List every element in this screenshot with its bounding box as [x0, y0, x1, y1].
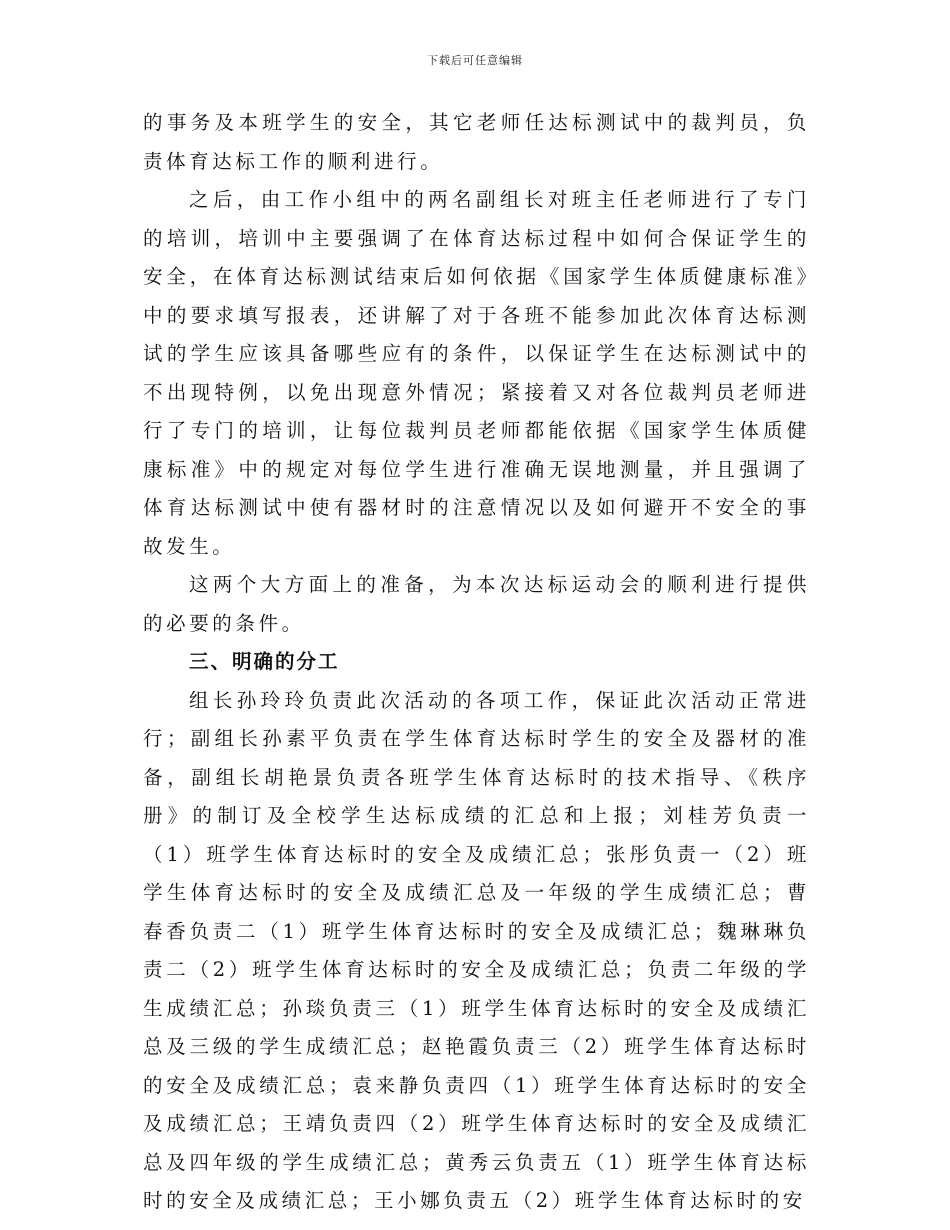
section-heading: 三、明确的分工 [189, 650, 340, 673]
paragraph-preparation-summary: 这两个大方面上的准备，为本次达标运动会的顺利进行提供的必要的条件。 [143, 573, 810, 635]
document-body [143, 104, 810, 1221]
paragraph-continuation: 的事务及本班学生的安全，其它老师任达标测试中的裁判员，负责体育达标工作的顺利进行。 [143, 111, 810, 173]
paragraph-division-of-labor: 组长孙玲玲负责此次活动的各项工作，保证此次活动正常进行；副组长孙素平负责在学生体育达标时学生的安全及器材的准备，副组长胡艳景负责各班学生体育达标时的技术指导、《秩序册》的制订及全校学生达标成绩的汇总和上报；刘桂芳负责一（1）班学生体育达标时的安全及成绩汇总；张彤负责一（2）班学生体育达标时的安全及成绩汇总及一年级的学生成绩汇总；曹春香负责二（1）班学生体育达标时的安全及成绩汇总；魏琳琳负责二（2）班学生体育达标时的安全及成绩汇总；负责二年级的学生成绩汇总；孙琰负责三（1）班学生体育达标时的安全及成绩汇总及三级的学生成绩汇总；赵艳霞负责三（2）班学生体育达标时的安全及成绩汇总；袁来静负责四（1）班学生体育达标时的安全及成绩汇总；王靖负责四（2）班学生体育达标时的安全及成绩汇总及四年级的学生成绩汇总；黄秀云负责五（1）班学生体育达标时的安全及成绩汇总；王小娜负责五（2）班学生体育达标时的安 [143, 688, 810, 1212]
paragraph-training: 之后，由工作小组中的两名副组长对班主任老师进行了专门的培训，培训中主要强调了在体育达标过程中如何合保证学生的安全，在体育达标测试结束后如何依据《国家学生体质健康标准》中的要求填写报表，还讲解了对于各班不能参加此次体育达标测试的学生应该具备哪些应有的条件，以保证学生在达标测试中的不出现特例，以免出现意外情况；紧接着又对各位裁判员老师进行了专门的培训，让每位裁判员老师都能依据《国家学生体质健康标准》中的规定对每位学生进行准确无误地测量，并且强调了体育达标测试中使有器材时的注意情况以及如何避开不安全的事故发生。 [143, 188, 810, 558]
page-header: 下载后可任意编辑 [427, 54, 523, 67]
